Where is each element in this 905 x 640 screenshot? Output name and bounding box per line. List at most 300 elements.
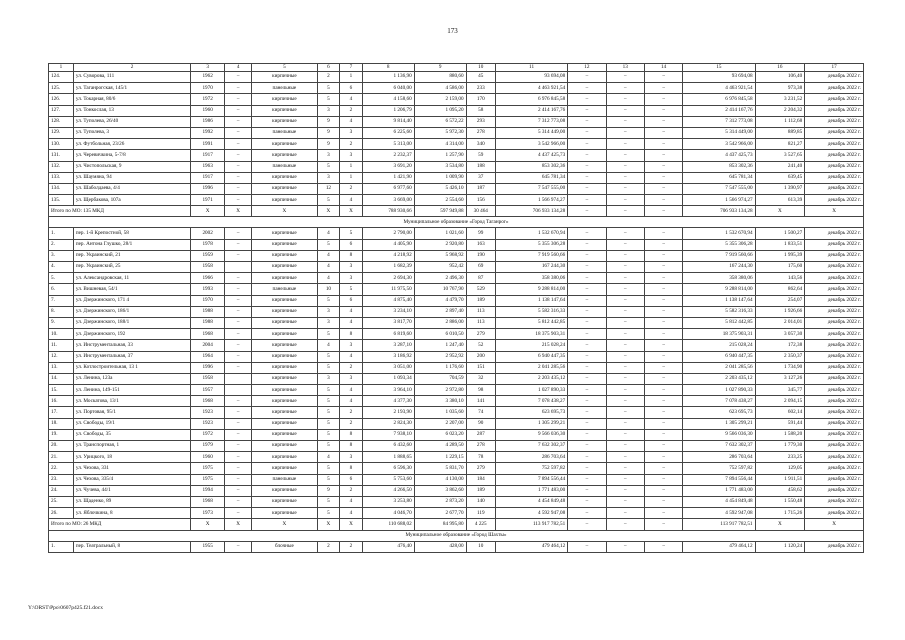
table-cell: 1963 (191, 161, 225, 172)
table-cell: кирпичные (252, 508, 317, 519)
table-row (49, 105, 864, 116)
table-cell: – (644, 139, 682, 150)
table-cell: 1 247,40 (414, 340, 466, 351)
table-cell: 1 138 147,64 (495, 295, 567, 306)
table-cell: 4 (340, 496, 363, 507)
table-cell: 2 920,80 (414, 239, 466, 250)
table-cell: 6 (340, 295, 363, 306)
table-cell: 4 (340, 116, 363, 127)
table-cell: 6 572,22 (414, 116, 466, 127)
table-cell: 151 (466, 362, 495, 373)
table-cell: 3 (340, 273, 363, 284)
table-cell: 1. (49, 541, 74, 552)
table-cell: 1955 (191, 541, 225, 552)
table-cell: 1 009,90 (414, 172, 466, 183)
table-cell: – (644, 329, 682, 340)
table-cell: 2 (317, 541, 340, 552)
table-cell: 9 (317, 139, 340, 150)
table-row (49, 172, 864, 183)
table-cell: – (225, 452, 252, 463)
table-cell: 1968 (191, 329, 225, 340)
table-cell: 9 814,40 (362, 116, 414, 127)
table-cell: 1993 (191, 284, 225, 295)
table-cell (225, 373, 252, 384)
table-cell: 130. (49, 139, 74, 150)
total-cell: – (606, 206, 644, 217)
table-cell: ул. Шаумяна, 94 (73, 172, 190, 183)
table-cell: 1 021,60 (414, 228, 466, 239)
table-cell: 2 232,37 (362, 150, 414, 161)
table-cell: ул. Дзержинского, 188/1 (73, 317, 190, 328)
table-cell: – (606, 441, 644, 452)
total-cell: 4 225 (466, 519, 495, 530)
table-cell: 2 886,00 (414, 317, 466, 328)
table-cell: кирпичные (252, 273, 317, 284)
table-cell: ул. Щербакова, 107а (73, 195, 190, 206)
table-cell: кирпичные (252, 452, 317, 463)
table-cell: 6 (340, 239, 363, 250)
table-cell: – (568, 105, 606, 116)
table-cell: 78 (466, 452, 495, 463)
table-cell: декабрь 2022 г. (805, 83, 864, 94)
table-cell: – (644, 385, 682, 396)
table-cell: 4 437 425,73 (683, 150, 755, 161)
table-cell: кирпичные (252, 418, 317, 429)
table-cell: – (644, 94, 682, 105)
table-cell: 4 (340, 317, 363, 328)
table-cell: – (606, 385, 644, 396)
table-cell: – (644, 239, 682, 250)
table-cell: – (606, 83, 644, 94)
table-cell: – (606, 228, 644, 239)
table-cell: 287 (466, 429, 495, 440)
table-cell: – (644, 418, 682, 429)
table-cell: 1 027 890,33 (495, 385, 567, 396)
table-cell: 529 (466, 284, 495, 295)
section-heading: Муниципальное образование «Город Таганрог» (49, 217, 864, 228)
table-cell: 2 193,90 (362, 407, 414, 418)
table-cell: 1 093,34 (362, 373, 414, 384)
table-cell: 141 (466, 396, 495, 407)
table-cell: – (225, 351, 252, 362)
table-cell: 1 (340, 72, 363, 83)
table-cell: – (644, 295, 682, 306)
table-cell: 90 (466, 418, 495, 429)
table-cell: ул. Чехова, 331 (73, 463, 190, 474)
table-cell: 4. (49, 262, 74, 273)
table-cell: 1 257,90 (414, 150, 466, 161)
table-cell: 5 (317, 295, 340, 306)
table-cell: – (225, 362, 252, 373)
table-cell: 2 952,92 (414, 351, 466, 362)
table-row (49, 161, 864, 172)
table-cell: – (606, 362, 644, 373)
table-cell: 4 592 947,08 (683, 508, 755, 519)
table-cell: 167 244,30 (683, 262, 755, 273)
table-cell: 1958 (191, 262, 225, 273)
table-cell: – (606, 340, 644, 351)
table-cell: 10 767,90 (414, 284, 466, 295)
table-cell: – (568, 195, 606, 206)
table-cell: 1979 (191, 441, 225, 452)
table-cell: 4 479,70 (414, 295, 466, 306)
table-cell: 4 454 849,48 (683, 496, 755, 507)
total-cell: X (252, 519, 317, 530)
table-cell: 2 972,80 (414, 385, 466, 396)
table-cell: 132. (49, 161, 74, 172)
table-cell: 3 287,10 (362, 340, 414, 351)
table-cell: 5 831,70 (414, 463, 466, 474)
table-row (49, 150, 864, 161)
table-cell: 1 176,60 (414, 362, 466, 373)
table-cell: – (568, 496, 606, 507)
table-cell: кирпичные (252, 94, 317, 105)
table-cell: – (644, 284, 682, 295)
table-cell: 4 (317, 228, 340, 239)
table-cell: 5 (317, 239, 340, 250)
total-cell: X (317, 519, 340, 530)
table-cell: 4 (317, 273, 340, 284)
table-row (49, 329, 864, 340)
table-cell: – (644, 407, 682, 418)
table-cell: 5 (340, 228, 363, 239)
section-heading: Муниципальное образование «Город Шахты» (49, 530, 864, 541)
table-cell: 3 542 966,00 (495, 139, 567, 150)
table-cell: 862,64 (755, 284, 805, 295)
table-cell: 3 542 966,00 (683, 139, 755, 150)
table-cell: 4 377,30 (362, 396, 414, 407)
table-cell: 2 (340, 105, 363, 116)
table-cell: панельные (252, 161, 317, 172)
table-cell: – (225, 407, 252, 418)
table-cell: – (568, 116, 606, 127)
table-cell: 5 (317, 94, 340, 105)
table-cell: – (225, 183, 252, 194)
table-cell: 7 312 773,08 (495, 116, 567, 127)
table-cell: 1 (340, 172, 363, 183)
table-cell (225, 262, 252, 273)
table-cell: 8 (340, 329, 363, 340)
table-cell: 1 421,90 (362, 172, 414, 183)
table-cell: ул. Ленина, 123а (73, 373, 190, 384)
table-cell: – (606, 463, 644, 474)
table-cell: 3 (340, 373, 363, 384)
table-cell: 32 (466, 373, 495, 384)
column-number-cell: 11 (495, 64, 567, 72)
table-cell: 4 586,00 (414, 83, 466, 94)
total-cell: 597 949,88 (414, 206, 466, 217)
table-cell: 3 691,20 (362, 161, 414, 172)
table-cell: – (568, 72, 606, 83)
table-cell: 5 (317, 362, 340, 373)
table-cell: 7. (49, 295, 74, 306)
table-cell: 3 (340, 150, 363, 161)
table-cell: ул. Чистопольская, 9 (73, 161, 190, 172)
table-cell: 18. (49, 418, 74, 429)
table-row (49, 441, 864, 452)
table-cell: 7 938,10 (362, 429, 414, 440)
table-cell: 4 (317, 340, 340, 351)
table-cell: 215 028,24 (495, 340, 567, 351)
table-row (49, 340, 864, 351)
table-cell: 1923 (191, 407, 225, 418)
table-cell: 135. (49, 195, 74, 206)
table-cell: 1972 (191, 94, 225, 105)
table-cell: – (606, 273, 644, 284)
table-cell: – (225, 541, 252, 552)
table-cell: 133. (49, 172, 74, 183)
table-cell: 5 (317, 429, 340, 440)
column-number-cell: 5 (252, 64, 317, 72)
table-cell: 645 781,34 (495, 172, 567, 183)
table-cell: 1917 (191, 150, 225, 161)
table-row (49, 496, 864, 507)
table-cell: 233 (466, 83, 495, 94)
table-cell: – (225, 127, 252, 138)
table-row (49, 262, 864, 273)
table-cell: – (568, 228, 606, 239)
table-cell: – (606, 72, 644, 83)
table-cell: 4 130,00 (414, 474, 466, 485)
table-cell: 3 (317, 373, 340, 384)
table-row (49, 463, 864, 474)
table-cell: 9 (317, 485, 340, 496)
table-cell: 752 597,82 (495, 463, 567, 474)
table-cell: 5 (317, 496, 340, 507)
table-cell: 591,44 (755, 418, 805, 429)
table-cell: 3 051,00 (362, 362, 414, 373)
table-cell: – (568, 139, 606, 150)
table-cell: кирпичные (252, 317, 317, 328)
total-cell: X (340, 519, 363, 530)
table-cell: – (606, 541, 644, 552)
table-cell: 1 390,97 (755, 183, 805, 194)
table-cell: 4 266,50 (362, 485, 414, 496)
table-cell: 1 136,90 (362, 72, 414, 83)
table-row (49, 351, 864, 362)
table-cell: 4 (317, 452, 340, 463)
table-cell: – (606, 485, 644, 496)
table-cell: 5 (317, 329, 340, 340)
table-cell: 1972 (191, 429, 225, 440)
table-cell: 973,38 (755, 83, 805, 94)
table-cell: 821,27 (755, 139, 805, 150)
total-cell: X (225, 206, 252, 217)
table-cell: 1 833,51 (755, 239, 805, 250)
table-cell: – (606, 94, 644, 105)
table-cell: 98 (466, 385, 495, 396)
section-heading-row (49, 217, 864, 228)
table-cell: декабрь 2022 г. (805, 127, 864, 138)
table-cell: 345,77 (755, 385, 805, 396)
table-row (49, 407, 864, 418)
table-cell: 4 463 921,54 (495, 83, 567, 94)
table-cell: декабрь 2022 г. (805, 306, 864, 317)
table-cell: – (225, 150, 252, 161)
table-cell: 2 554,60 (414, 195, 466, 206)
table-cell: 602,14 (755, 407, 805, 418)
table-cell: 3 253,80 (362, 496, 414, 507)
table-cell: 5 812 442,85 (495, 317, 567, 328)
table-cell: ул. Черевичкина, 5-7/8 (73, 150, 190, 161)
table-cell: – (606, 496, 644, 507)
table-cell: 2 790,00 (362, 228, 414, 239)
table-cell: – (644, 262, 682, 273)
table-cell: 1957 (191, 385, 225, 396)
table-cell: – (225, 317, 252, 328)
table-cell: декабрь 2022 г. (805, 94, 864, 105)
table-cell: 3 186,92 (362, 351, 414, 362)
table-cell: 156 (466, 195, 495, 206)
table-cell: – (644, 452, 682, 463)
table-cell: 190 (466, 250, 495, 261)
table-cell: 19. (49, 429, 74, 440)
table-cell: 4 (340, 94, 363, 105)
table-cell: 3 669,00 (362, 195, 414, 206)
table-cell: 2004 (191, 340, 225, 351)
table-cell: 1960 (191, 452, 225, 463)
table-cell: – (225, 250, 252, 261)
table-cell: 124. (49, 72, 74, 83)
table-cell: 3 380,10 (414, 396, 466, 407)
table-cell: 4 046,70 (362, 508, 414, 519)
table-cell: 1966 (191, 273, 225, 284)
table-cell: ул. Суворова, 111 (73, 72, 190, 83)
table-cell: 26. (49, 508, 74, 519)
table-cell: – (225, 474, 252, 485)
table-cell: ул. Александровская, 11 (73, 273, 190, 284)
table-cell: 1988 (191, 317, 225, 328)
table-cell: 93 694,08 (683, 72, 755, 83)
table-cell: 1 911,51 (755, 474, 805, 485)
table-cell: 6 596,30 (362, 463, 414, 474)
table-row (49, 83, 864, 94)
table-row (49, 452, 864, 463)
table-cell: декабрь 2022 г. (805, 329, 864, 340)
table-cell: декабрь 2022 г. (805, 139, 864, 150)
column-number-cell: 3 (191, 64, 225, 72)
table-cell: 2 824,30 (362, 418, 414, 429)
total-cell: X (317, 206, 340, 217)
table-cell: 279 (466, 329, 495, 340)
column-number-cell: 10 (466, 64, 495, 72)
table-cell: 5 (317, 385, 340, 396)
table-cell: 24. (49, 485, 74, 496)
table-cell: 6 819,60 (362, 329, 414, 340)
column-number-cell: 16 (755, 64, 805, 72)
table-cell: 2 873,20 (414, 496, 466, 507)
table-cell: ул. Дзержинского, 192 (73, 329, 190, 340)
table-cell: 428,00 (414, 541, 466, 552)
table-cell: 5 355 306,28 (683, 239, 755, 250)
table-row (49, 317, 864, 328)
table-cell: 358 380,06 (495, 273, 567, 284)
table-cell: 293 (466, 116, 495, 127)
table-cell: 58 (466, 105, 495, 116)
table-cell: ул. Щаденко, 89 (73, 496, 190, 507)
table-cell: 340 (466, 139, 495, 150)
table-cell: 1 027 890,33 (683, 385, 755, 396)
table-cell: 3 (340, 340, 363, 351)
table-cell: – (644, 306, 682, 317)
total-cell: X (805, 519, 864, 530)
column-number-cell: 15 (683, 64, 755, 72)
table-cell: 131. (49, 150, 74, 161)
table-cell: 1. (49, 228, 74, 239)
table-cell: – (644, 474, 682, 485)
table-cell: – (568, 340, 606, 351)
table-cell: 6 (340, 83, 363, 94)
table-cell: 2 496,30 (414, 273, 466, 284)
column-number-cell: 9 (414, 64, 466, 72)
table-cell: – (644, 127, 682, 138)
table-cell: 10 (317, 284, 340, 295)
table-cell: кирпичные (252, 429, 317, 440)
table-cell: 9 (317, 116, 340, 127)
table-cell: 853 302,36 (495, 161, 567, 172)
table-cell: – (225, 228, 252, 239)
table-cell: 16. (49, 396, 74, 407)
table-cell: декабрь 2022 г. (805, 183, 864, 194)
table-cell: 2 203 435,12 (683, 373, 755, 384)
table-cell: – (644, 72, 682, 83)
table-cell: 9 566 036,30 (683, 429, 755, 440)
table-cell: 25. (49, 496, 74, 507)
table-cell: 21. (49, 452, 74, 463)
table-cell: 172,38 (755, 340, 805, 351)
table-cell: 1973 (191, 508, 225, 519)
table-cell: 6 940 447,35 (495, 351, 567, 362)
table-cell: декабрь 2022 г. (805, 228, 864, 239)
table-row (49, 250, 864, 261)
table-cell: 2 (340, 418, 363, 429)
table-cell: 3 234,10 (362, 306, 414, 317)
table-cell: 10 (466, 541, 495, 552)
total-cell: – (644, 206, 682, 217)
table-cell: ул. Чехова, 335/4 (73, 474, 190, 485)
table-cell: 1 138 147,64 (683, 295, 755, 306)
table-cell: 14. (49, 373, 74, 384)
table-cell: 1 771 483,00 (683, 485, 755, 496)
table-cell: – (568, 541, 606, 552)
table-cell: ул. Тонкослая, 13 (73, 105, 190, 116)
table-cell: – (606, 429, 644, 440)
table-cell: кирпичные (252, 72, 317, 83)
table-cell: 134. (49, 183, 74, 194)
table-cell: – (606, 161, 644, 172)
table-cell: 6 432,60 (362, 441, 414, 452)
table-cell: пер. Антона Глушко, 28/1 (73, 239, 190, 250)
table-cell: 1994 (191, 485, 225, 496)
table-cell: – (606, 474, 644, 485)
table-cell: 3 862,60 (414, 485, 466, 496)
table-cell: 163 (466, 239, 495, 250)
table-cell: – (568, 362, 606, 373)
table-cell: пер. Театральный, 8 (73, 541, 190, 552)
table-cell: кирпичные (252, 195, 317, 206)
total-cell: X (191, 206, 225, 217)
table-cell: декабрь 2022 г. (805, 273, 864, 284)
table-cell: кирпичные (252, 329, 317, 340)
table-cell: 2 350,37 (755, 351, 805, 362)
table-cell: – (606, 508, 644, 519)
table-cell: – (606, 373, 644, 384)
table-row (49, 385, 864, 396)
table-cell: 7 547 555,00 (683, 183, 755, 194)
table-cell: 87 (466, 273, 495, 284)
table-cell: 125. (49, 83, 74, 94)
table-cell: 952,42 (414, 262, 466, 273)
